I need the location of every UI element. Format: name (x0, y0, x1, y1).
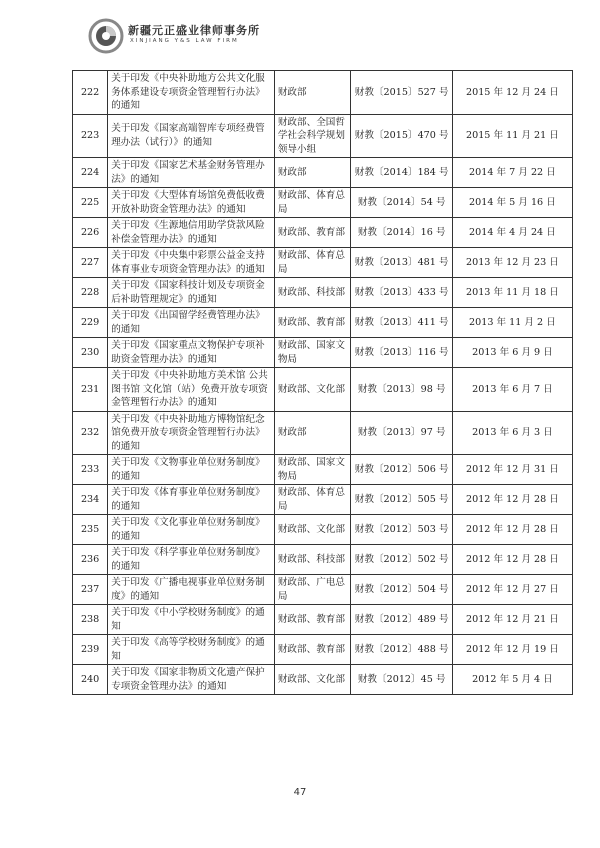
row-date: 2013 年 12 月 23 日 (452, 248, 572, 278)
row-title: 关于印发《科学事业单位财务制度》的通知 (108, 545, 275, 575)
row-date: 2012 年 12 月 28 日 (452, 515, 572, 545)
row-department: 财政部、科技部 (274, 545, 351, 575)
table-row (73, 545, 573, 575)
row-document-number: 财教〔2014〕54 号 (351, 188, 452, 218)
row-number: 238 (73, 605, 108, 635)
table-row (73, 71, 573, 115)
row-date: 2012 年 12 月 21 日 (452, 605, 572, 635)
table-row (73, 455, 573, 485)
table-row (73, 218, 573, 248)
row-date: 2012 年 5 月 4 日 (452, 665, 572, 695)
row-number: 227 (73, 248, 108, 278)
row-document-number: 财教〔2013〕116 号 (351, 338, 452, 368)
row-document-number: 财教〔2013〕98 号 (351, 368, 452, 412)
row-title: 关于印发《中小学校财务制度》的通知 (108, 605, 275, 635)
row-document-number: 财教〔2012〕505 号 (351, 485, 452, 515)
row-document-number: 财教〔2012〕504 号 (351, 575, 452, 605)
row-title: 关于印发《中央补助地方博物馆纪念馆免费开放专项资金管理暂行办法》的通知 (108, 411, 275, 455)
row-document-number: 财教〔2014〕16 号 (351, 218, 452, 248)
firm-name-cn: 新疆元正盛业律师事务所 (128, 24, 260, 37)
row-number: 231 (73, 368, 108, 412)
row-title: 关于印发《广播电视事业单位财务制度》的通知 (108, 575, 275, 605)
row-document-number: 财教〔2013〕97 号 (351, 411, 452, 455)
row-date: 2013 年 11 月 18 日 (452, 278, 572, 308)
row-title: 关于印发《文物事业单位财务制度》的通知 (108, 455, 275, 485)
page-number: 47 (293, 787, 307, 798)
row-title: 关于印发《国家艺术基金财务管理办法》的通知 (108, 158, 275, 188)
row-title: 关于印发《国家重点文物保护专项补助资金管理办法》的通知 (108, 338, 275, 368)
row-number: 222 (73, 71, 108, 115)
row-department: 财政部、体育总局 (274, 188, 351, 218)
row-department: 财政部、体育总局 (274, 485, 351, 515)
row-document-number: 财教〔2013〕481 号 (351, 248, 452, 278)
row-date: 2014 年 5 月 16 日 (452, 188, 572, 218)
row-title: 关于印发《出国留学经费管理办法》的通知 (108, 308, 275, 338)
row-department: 财政部 (274, 158, 351, 188)
row-title: 关于印发《大型体育场馆免费低收费开放补助资金管理办法》的通知 (108, 188, 275, 218)
row-date: 2013 年 6 月 7 日 (452, 368, 572, 412)
row-date: 2015 年 12 月 24 日 (452, 71, 572, 115)
table-row (73, 575, 573, 605)
row-number: 225 (73, 188, 108, 218)
row-date: 2015 年 11 月 21 日 (452, 114, 572, 158)
row-number: 228 (73, 278, 108, 308)
row-document-number: 财教〔2015〕527 号 (351, 71, 452, 115)
row-date: 2013 年 6 月 9 日 (452, 338, 572, 368)
row-department: 财政部、广电总局 (274, 575, 351, 605)
table-row (73, 308, 573, 338)
row-department: 财政部、教育部 (274, 308, 351, 338)
row-title: 关于印发《国家高端智库专项经费管理办法（试行）》的通知 (108, 114, 275, 158)
row-number: 240 (73, 665, 108, 695)
firm-name-en: XINJIANG Y&S LAW FIRM (130, 38, 239, 44)
row-document-number: 财教〔2012〕489 号 (351, 605, 452, 635)
row-title: 关于印发《中央补助地方公共文化服务体系建设专项资金管理暂行办法》的通知 (108, 71, 275, 115)
table-row (73, 114, 573, 158)
row-department: 财政部 (274, 411, 351, 455)
row-number: 232 (73, 411, 108, 455)
row-department: 财政部、国家文物局 (274, 338, 351, 368)
table-row (73, 635, 573, 665)
row-number: 226 (73, 218, 108, 248)
row-department: 财政部、文化部 (274, 515, 351, 545)
row-document-number: 财教〔2012〕488 号 (351, 635, 452, 665)
table-row (73, 368, 573, 412)
row-title: 关于印发《中央补助地方美术馆 公共图书馆 文化馆（站）免费开放专项资金管理暂行办法》的通知 (108, 368, 275, 412)
row-date: 2014 年 7 月 22 日 (452, 158, 572, 188)
row-number: 233 (73, 455, 108, 485)
row-department: 财政部、教育部 (274, 605, 351, 635)
table-row (73, 485, 573, 515)
firm-logo-icon (88, 18, 124, 54)
row-department: 财政部、全国哲学社会科学规划领导小组 (274, 114, 351, 158)
table-row (73, 605, 573, 635)
row-title: 关于印发《国家科技计划及专项资金后补助管理规定》的通知 (108, 278, 275, 308)
row-department: 财政部、文化部 (274, 665, 351, 695)
row-number: 237 (73, 575, 108, 605)
table-row (73, 158, 573, 188)
table-row (73, 278, 573, 308)
row-department: 财政部、教育部 (274, 635, 351, 665)
row-department: 财政部、文化部 (274, 368, 351, 412)
row-document-number: 财教〔2012〕503 号 (351, 515, 452, 545)
row-department: 财政部、科技部 (274, 278, 351, 308)
table-row (73, 515, 573, 545)
row-department: 财政部、国家文物局 (274, 455, 351, 485)
table-row (73, 188, 573, 218)
row-department: 财政部、体育总局 (274, 248, 351, 278)
row-date: 2012 年 12 月 28 日 (452, 485, 572, 515)
row-document-number: 财教〔2012〕506 号 (351, 455, 452, 485)
row-title: 关于印发《生源地信用助学贷款风险补偿金管理办法》的通知 (108, 218, 275, 248)
row-title: 关于印发《国家非物质文化遗产保护专项资金管理办法》的通知 (108, 665, 275, 695)
row-document-number: 财教〔2013〕433 号 (351, 278, 452, 308)
row-document-number: 财教〔2012〕45 号 (351, 665, 452, 695)
row-number: 235 (73, 515, 108, 545)
row-title: 关于印发《高等学校财务制度》的通知 (108, 635, 275, 665)
table-row (73, 248, 573, 278)
row-number: 234 (73, 485, 108, 515)
regulations-table (72, 70, 573, 695)
row-date: 2013 年 11 月 2 日 (452, 308, 572, 338)
table-row (73, 411, 573, 455)
row-date: 2012 年 12 月 19 日 (452, 635, 572, 665)
row-title: 关于印发《文化事业单位财务制度》的通知 (108, 515, 275, 545)
table-row (73, 665, 573, 695)
row-date: 2013 年 6 月 3 日 (452, 411, 572, 455)
row-department: 财政部、教育部 (274, 218, 351, 248)
row-number: 224 (73, 158, 108, 188)
page-header (88, 14, 528, 58)
row-department: 财政部 (274, 71, 351, 115)
row-number: 223 (73, 114, 108, 158)
row-date: 2012 年 12 月 27 日 (452, 575, 572, 605)
table-row (73, 338, 573, 368)
row-number: 230 (73, 338, 108, 368)
row-document-number: 财教〔2013〕411 号 (351, 308, 452, 338)
row-title: 关于印发《体育事业单位财务制度》的通知 (108, 485, 275, 515)
row-title: 关于印发《中央集中彩票公益金支持体育事业专项资金管理办法》的通知 (108, 248, 275, 278)
row-document-number: 财教〔2014〕184 号 (351, 158, 452, 188)
row-date: 2012 年 12 月 31 日 (452, 455, 572, 485)
row-date: 2012 年 12 月 28 日 (452, 545, 572, 575)
row-document-number: 财教〔2015〕470 号 (351, 114, 452, 158)
row-date: 2014 年 4 月 24 日 (452, 218, 572, 248)
row-number: 229 (73, 308, 108, 338)
row-number: 236 (73, 545, 108, 575)
row-number: 239 (73, 635, 108, 665)
row-document-number: 财教〔2012〕502 号 (351, 545, 452, 575)
table-body (73, 71, 573, 695)
